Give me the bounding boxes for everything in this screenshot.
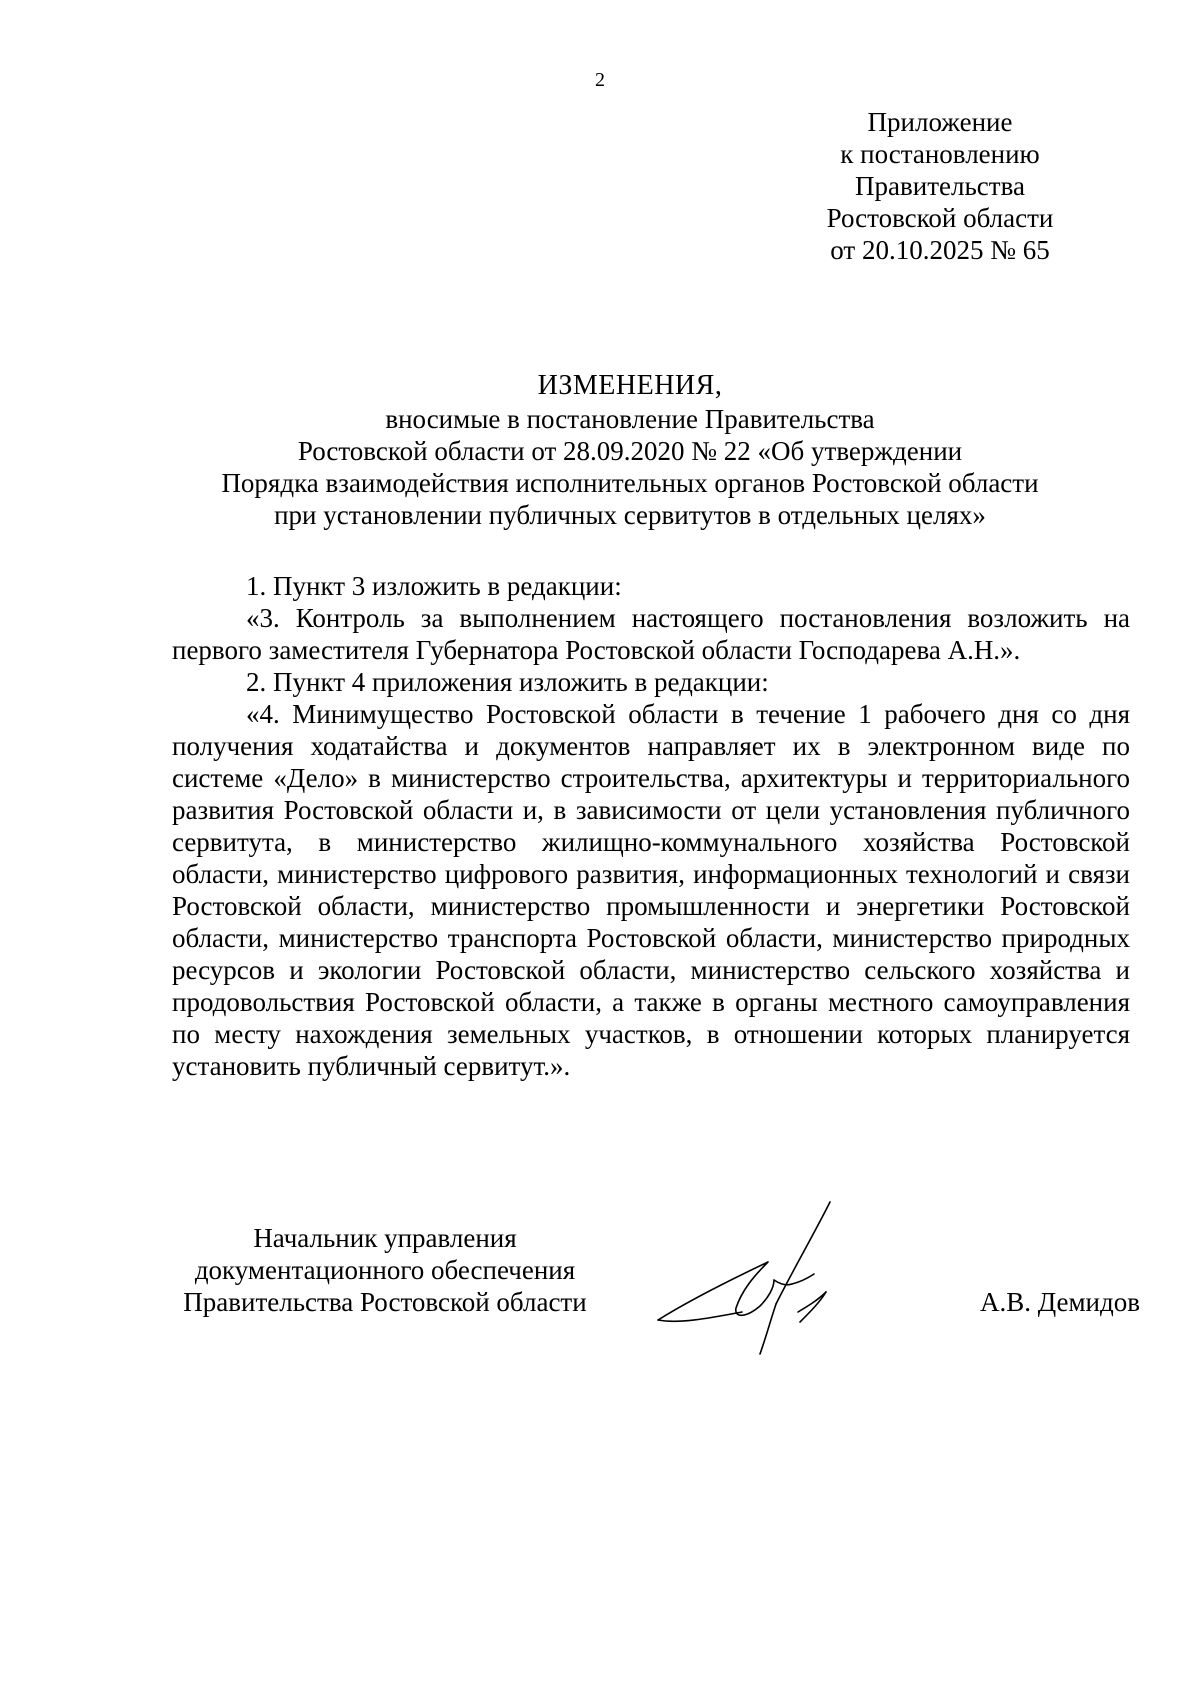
body-paragraph: 1. Пункт 3 изложить в редакции:	[246, 571, 622, 601]
signatory-name: А.В. Демидов	[979, 1287, 1140, 1317]
appendix-block	[790, 106, 1090, 266]
document-title: ИЗМЕНЕНИЯ,	[537, 370, 723, 401]
appendix-line: Приложение	[867, 107, 1013, 137]
appendix-line: Правительства	[855, 171, 1025, 201]
document-subtitle-line: вносимые в постановление Правительства	[385, 404, 875, 434]
appendix-line: от 20.10.2025 № 65	[830, 235, 1050, 265]
signatory-position-line: Начальник управления	[253, 1223, 517, 1253]
document-subtitle-line: Ростовской области от 28.09.2020 № 22 «Об утверждении	[297, 436, 963, 466]
document-body	[172, 570, 1130, 1082]
handwritten-signature	[650, 1192, 910, 1382]
signatory-position-line: документационного обеспечения	[194, 1255, 576, 1285]
appendix-line: к постановлению	[840, 139, 1040, 169]
body-paragraph: «4. Минимущество Ростовской области в течение 1 рабочего дня со дня получения ходатайства и документов направляет их в электронном виде по системе «Дело» в министерство строительства, архитектуры и территориального развития Ростовской области и, в зависимости от цели установления публичного сервитута, в министерство жилищно-коммунального хозяйства Ростовской области, министерство цифрового развития, информационных технологий и связи Ростовской области, министерство промышленности и энергетики Ростовской области, министерство транспорта Ростовской области, министерство природных ресурсов и экологии Ростовской области, министерство сельского хозяйства и продовольствия Ростовской области, а также в органы местного самоуправления по месту нахождения земельных участков, в отношении которых планируется установить публичный сервитут.».	[172, 699, 1130, 1081]
body-paragraph: 2. Пункт 4 приложения изложить в редакции:	[246, 667, 769, 697]
appendix-line: Ростовской области	[826, 203, 1054, 233]
signature-block	[160, 1222, 1140, 1382]
signatory-position-line: Правительства Ростовской области	[183, 1287, 587, 1317]
body-paragraph: «3. Контроль за выполнением настоящего постановления возложить на первого заместителя Губернатора Ростовской области Господарева А.Н.».	[172, 603, 1130, 665]
document-subtitle-line: Порядка взаимодействия исполнительных органов Ростовской области	[221, 468, 1039, 498]
document-subtitle-line: при установлении публичных сервитутов в отдельных целях»	[274, 500, 986, 530]
page-number: 2	[595, 69, 605, 91]
document-title-block	[160, 370, 1100, 531]
signatory-position	[160, 1222, 610, 1318]
